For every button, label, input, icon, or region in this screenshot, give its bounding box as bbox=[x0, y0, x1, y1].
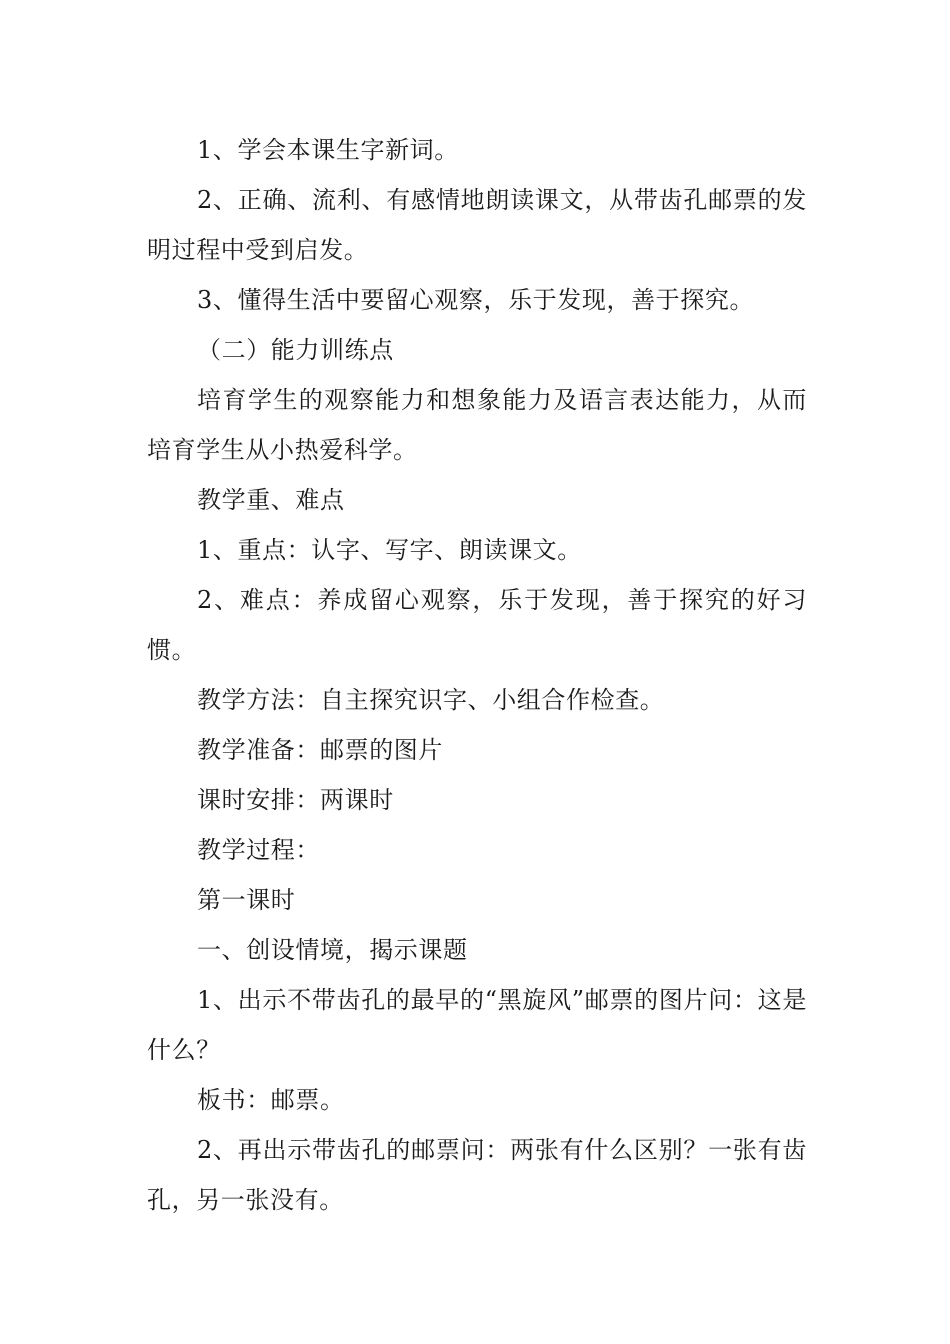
paragraph-step-1-1: 1、出示不带齿孔的最早的“黑旋风”邮票的图片问：这是什么？ bbox=[147, 986, 807, 1064]
paragraph-ability: 培育学生的观察能力和想象能力及语言表达能力，从而培育学生从小热爱科学。 bbox=[147, 386, 807, 464]
paragraph-schedule: 课时安排：两课时 bbox=[197, 786, 394, 814]
paragraph-method: 教学方法：自主探究识字、小组合作检查。 bbox=[197, 686, 665, 714]
paragraph-objective-3: 3、懂得生活中要留心观察，乐于发现，善于探究。 bbox=[197, 286, 755, 314]
section-heading-step-1: 一、创设情境，揭示课题 bbox=[197, 936, 468, 964]
document-body bbox=[147, 125, 807, 1225]
paragraph-blackboard: 板书：邮票。 bbox=[197, 1086, 345, 1114]
section-heading-process: 教学过程： bbox=[197, 836, 320, 864]
paragraph-difficulty: 2、难点：养成留心观察，乐于发现，善于探究的好习惯。 bbox=[147, 586, 807, 664]
paragraph-step-1-2: 2、再出示带齿孔的邮票问：两张有什么区别？一张有齿孔，另一张没有。 bbox=[147, 1136, 807, 1214]
section-heading-first-lesson: 第一课时 bbox=[197, 886, 296, 914]
paragraph-key-point: 1、重点：认字、写字、朗读课文。 bbox=[197, 536, 582, 564]
paragraph-objective-1: 1、学会本课生字新词。 bbox=[197, 136, 459, 164]
paragraph-preparation: 教学准备：邮票的图片 bbox=[197, 736, 443, 764]
section-heading-key-points: 教学重、难点 bbox=[197, 486, 345, 514]
paragraph-objective-2: 2、正确、流利、有感情地朗读课文，从带齿孔邮票的发明过程中受到启发。 bbox=[147, 186, 807, 264]
section-heading-ability: （二）能力训练点 bbox=[197, 336, 394, 364]
